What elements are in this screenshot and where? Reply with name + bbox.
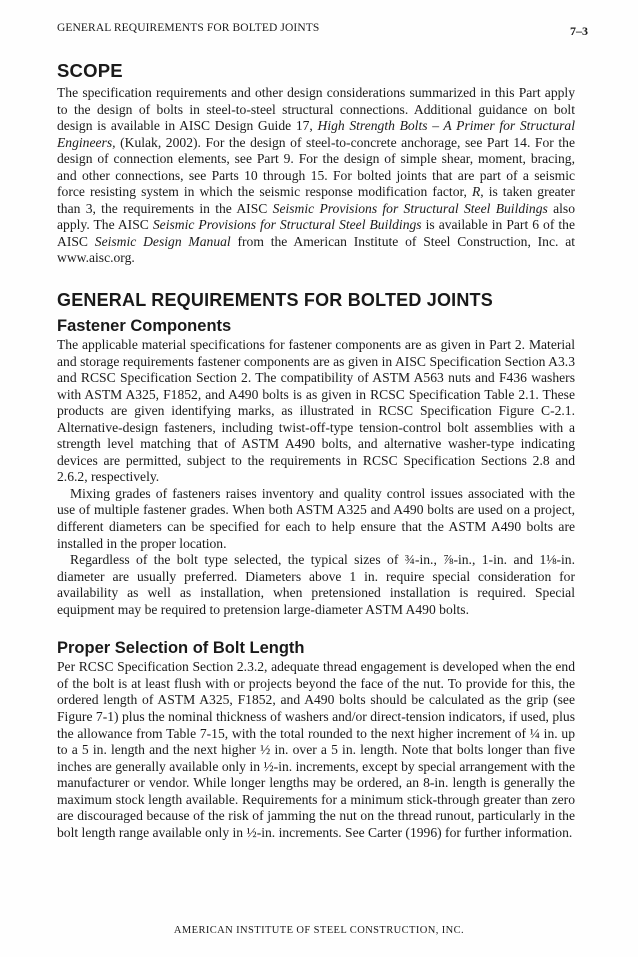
scope-text-b: High Strength Bolts – A Primer for Structural Engineers, — [57, 118, 575, 150]
scope-text-e: , is taken greater than 3, the requirements in the AISC — [57, 184, 576, 216]
bolt-length-paragraph: Per RCSC Specification Section 2.3.2, adequate thread engagement is developed when the end of the bolt is at least flush with or projects beyond the face of the nut. To provide for this, the ordered length of ASTM A325, F1852, and A490 bolts should be calculated as the grip (see Figure 7-1) plus the nominal thickness of washers and/or direct-tension indicators, if used, plus the allowance from Table 7-15, with the total rounded to the next higher increment of ¼ in. up to a 5 in. length and the next higher ½ in. over a 5 in. length. Note that bolts longer than five inches are generally available only in ½-in. increments, except by special arrangement with the manufacturer or vendor. While longer lengths may be ordered, an 8-in. length is generally the maximum stock length available. Requirements for a minimum stick-through greater than zero are discouraged because of the risk of jamming the nut on the thread runout, particularly in the bolt length range available only in ½-in. increments. See Carter (1996) for further information. — [57, 659, 575, 840]
scope-text-g: also apply. The AISC — [57, 200, 576, 233]
scope-text-c: (Kulak, 2002). For the design of steel-to-concrete anchorage, see Part 14. For the design of connection elements, see Part 9. For the design of simple shear, moment, bracing, and other connections, see Parts 10 through 15. For bolted joints that are part of a seismic force resisting system in which the seismic response modification factor, — [57, 134, 575, 200]
scope-text-i: is available in Part 6 of the AISC — [57, 217, 575, 249]
bolt-length-heading: Proper Selection of Bolt Length — [57, 639, 305, 658]
scope-text-a: The specification requirements and other design considerations summarized in this Part apply to the design of bolts in steel-to-steel structural connections. Additional guidance on bolt design is available in AISC Design Guide 17, — [57, 85, 575, 134]
page-body — [57, 60, 575, 841]
fastener-paragraph-1: The applicable material specifications for fastener components are as given in Part 2. Material and storage requirements fastener components are as given in AISC Specification Section A3.3 and RCSC Specification Section 2. The compatibility of ASTM A563 nuts and F436 washers with ASTM A325, F1852, and A490 bolts is as given in RCSC Specification Table 2.1. These products are given identifying marks, as illustrated in RCSC Specification Figure C-2.1. Alternative-design fasteners, including twist-off-type tension-control bolt assemblies with a strength level matching that of ASTM A490 bolts, and alternative washer-type indicating devices are permitted, subject to the requirements in RCSC Specification Sections 2.8 and 2.6.2, respectively. — [57, 337, 575, 485]
fastener-components-heading: Fastener Components — [57, 317, 232, 336]
running-title: GENERAL REQUIREMENTS FOR BOLTED JOINTS — [57, 22, 320, 34]
scope-paragraph — [57, 85, 575, 267]
scope-text-d: R — [471, 184, 481, 200]
scope-text-h: Seismic Provisions for Structural Steel Buildings — [152, 217, 422, 233]
fastener-paragraph-3: Regardless of the bolt type selected, the typical sizes of ¾-in., ⅞-in., 1-in. and 1⅛-in. diameter are usually preferred. Diameters above 1 in. require special consideration for availability as well as installation, when pretensioned installation is required. Special equipment may be required to pretension large-diameter ASTM A490 bolts. — [57, 552, 575, 617]
general-requirements-heading: GENERAL REQUIREMENTS FOR BOLTED JOINTS — [57, 290, 493, 311]
page-footer: AMERICAN INSTITUTE OF STEEL CONSTRUCTION, INC. — [173, 925, 465, 936]
running-header — [57, 22, 588, 42]
scope-text-j: Seismic Design Manual — [94, 233, 231, 249]
fastener-paragraph-2: Mixing grades of fasteners raises inventory and quality control issues associated with the use of multiple fastener grades. When both ASTM A325 and A490 bolts are used on a project, different diameters can be specified for each to help ensure that the ASTM A490 bolts are installed in the proper location. — [57, 485, 575, 551]
scope-heading: SCOPE — [57, 60, 123, 81]
scope-text-k: from the American Institute of Steel Construction, Inc. at www.aisc.org. — [57, 233, 576, 266]
page-number: 7–3 — [570, 24, 588, 38]
scope-text-f: Seismic Provisions for Structural Steel Buildings — [272, 200, 548, 216]
